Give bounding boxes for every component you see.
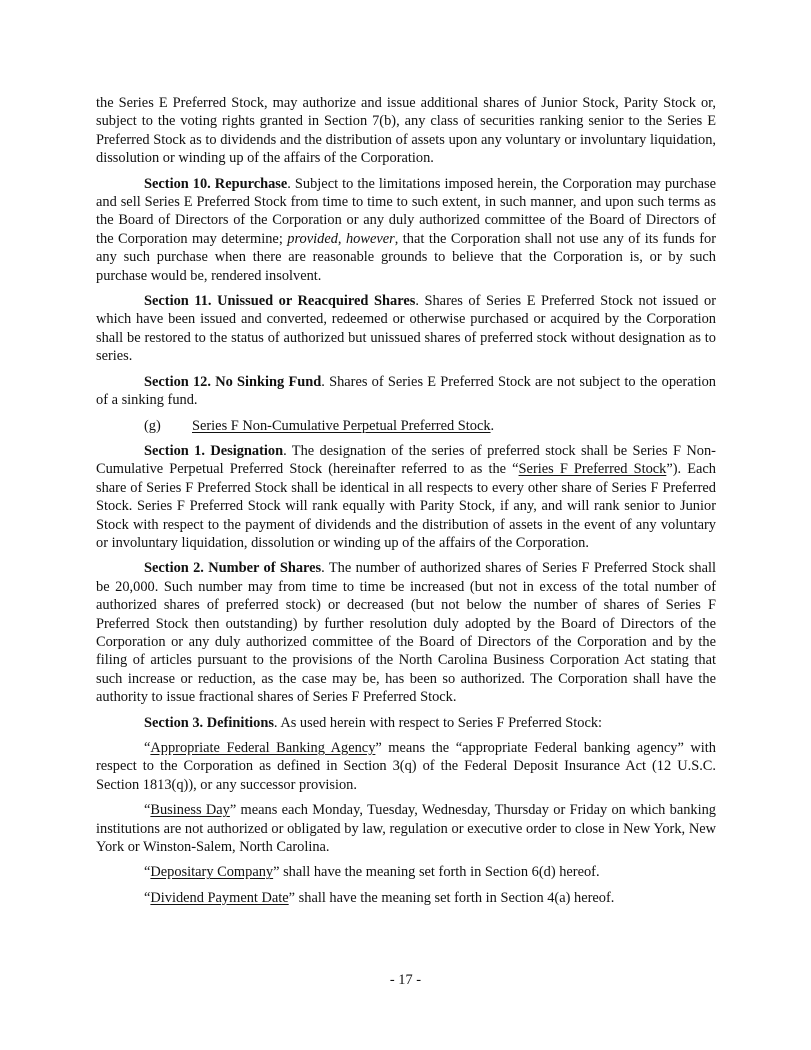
section-1-designation — [96, 442, 716, 552]
defined-term: Business Day — [150, 802, 230, 819]
section-heading: Section 2. Number of Shares — [144, 560, 322, 577]
document-body — [96, 94, 716, 914]
subsection-period: . — [490, 417, 495, 434]
subsection-g — [144, 417, 716, 435]
paragraph-continuation: the Series E Preferred Stock, may authorize and issue additional shares of Junior Stock, Parity Stock or, subject to the voting rights granted in Section 7(b), any class of securities ranking senior to the Series E Preferred Stock as to dividends and the distribution of assets upon any voluntary or involuntary liquidation, dissolution or winding up of the affairs of the Corporation. — [96, 95, 716, 167]
definition-depositary-company — [96, 863, 716, 881]
definition-text: ” means each Monday, Tuesday, Wednesday, Thursday or Friday on which banking institutions are not authorized or obligated by law, regulation or executive order to close in New York, New York or Winston-Salem, North Carolina. — [96, 802, 716, 856]
section-heading: Section 11. Unissued or Reacquired Shares — [144, 293, 416, 310]
open-quote: “ — [144, 740, 151, 756]
section-2-number-of-shares — [96, 559, 716, 706]
section-12-no-sinking-fund — [96, 373, 716, 410]
paragraph-text: , that the Corporation shall not use any of its funds for any such purchase when there are reasonable grounds to believe that the Corporation is, or by such purchase would be, rendered insolvent. — [96, 230, 716, 284]
paragraph-text: . As used herein with respect to Series F Preferred Stock: — [273, 714, 603, 731]
subsection-title: Series F Non-Cumulative Perpetual Preferred Stock — [192, 417, 491, 434]
defined-term: Appropriate Federal Banking Agency — [150, 740, 376, 756]
definition-text: ” shall have the meaning set forth in Section 4(a) hereof. — [288, 889, 615, 906]
paragraph-text: ”). Each share of Series F Preferred Stock shall be identical in all respects to every other share of Series F Preferred Stock. Series F Preferred Stock will rank equally with Parity Stock, if any, and will rank senior to Junior Stock with respect to the payment of dividends and the distribution of assets in the event of any voluntary or involuntary liquidation, dissolution or winding up of the affairs of the Corporation. — [96, 461, 717, 551]
section-heading: Section 10. Repurchase — [144, 175, 288, 192]
defined-term: Dividend Payment Date — [150, 889, 289, 906]
definition-text: ” shall have the meaning set forth in Section 6(d) hereof. — [273, 864, 600, 881]
italic-term: however — [345, 230, 395, 247]
paragraph-text: . Subject to the limitations imposed herein, the Corporation may purchase and sell Series E Preferred Stock from time to time to such extent, in such manner, and upon such terms as the Board of Directors of the Corporation or any duly authorized committee of the Board of Directors of the Corporation may determine; — [96, 175, 716, 247]
paragraph-text: . Shares of Series E Preferred Stock are not subject to the operation of a sinking fund. — [96, 373, 716, 409]
italic-term: provided — [287, 230, 338, 247]
definition-text: ” means the “appropriate Federal banking agency” with respect to the Corporation as defined in Section 3(q) of the Federal Deposit Insurance Act (12 U.S.C. Section 1813(q)), or any successor provision. — [96, 740, 716, 793]
open-quote: “ — [144, 864, 151, 881]
section-heading: Section 3. Definitions — [144, 714, 274, 731]
paragraph-text: . Shares of Series E Preferred Stock not issued or which have been issued and converted, redeemed or otherwise purchased or acquired by the Corporation shall be restored to the status of authorized but unissued shares of preferred stock without designation as to series. — [96, 293, 716, 365]
defined-term: Depositary Company — [150, 864, 274, 881]
section-10-repurchase — [96, 175, 716, 285]
section-heading: Section 1. Designation — [144, 442, 284, 459]
defined-term: Series F Preferred Stock — [518, 461, 667, 478]
section-3-definitions — [96, 714, 716, 732]
paragraph-text: . The designation of the series of preferred stock shall be Series F Non-Cumulative Perpetual Preferred Stock (hereinafter referred to as the “ — [96, 442, 716, 478]
open-quote: “ — [144, 802, 151, 819]
page-number: - 17 - — [389, 972, 422, 988]
paragraph-text: , — [337, 230, 346, 247]
definition-dividend-payment-date — [96, 889, 716, 907]
paragraph-text: . The number of authorized shares of Series F Preferred Stock shall be 20,000. Such number may from time to time be increased (but not in excess of the total number of authorized shares of preferred stock) or decreased (but not below the number of shares of Series F Preferred Stock then outstanding) by further resolution duly adopted by the Board of Directors of the Corporation or any duly authorized committee of the Board of Directors of the Corporation and by the filing of articles pursuant to the provisions of the North Carolina Business Corporation Act stating that such increase or reduction, as the case may be, has been so authorized. The Corporation shall have the authority to issue fractional shares of Series F Preferred Stock. — [96, 560, 717, 706]
subsection-label: (g) — [144, 417, 161, 434]
open-quote: “ — [144, 889, 151, 906]
section-heading: Section 12. No Sinking Fund — [144, 373, 322, 390]
definition-appropriate-federal-banking-agency — [96, 739, 716, 794]
section-11-unissued-shares — [96, 292, 716, 366]
definition-business-day — [96, 801, 716, 856]
